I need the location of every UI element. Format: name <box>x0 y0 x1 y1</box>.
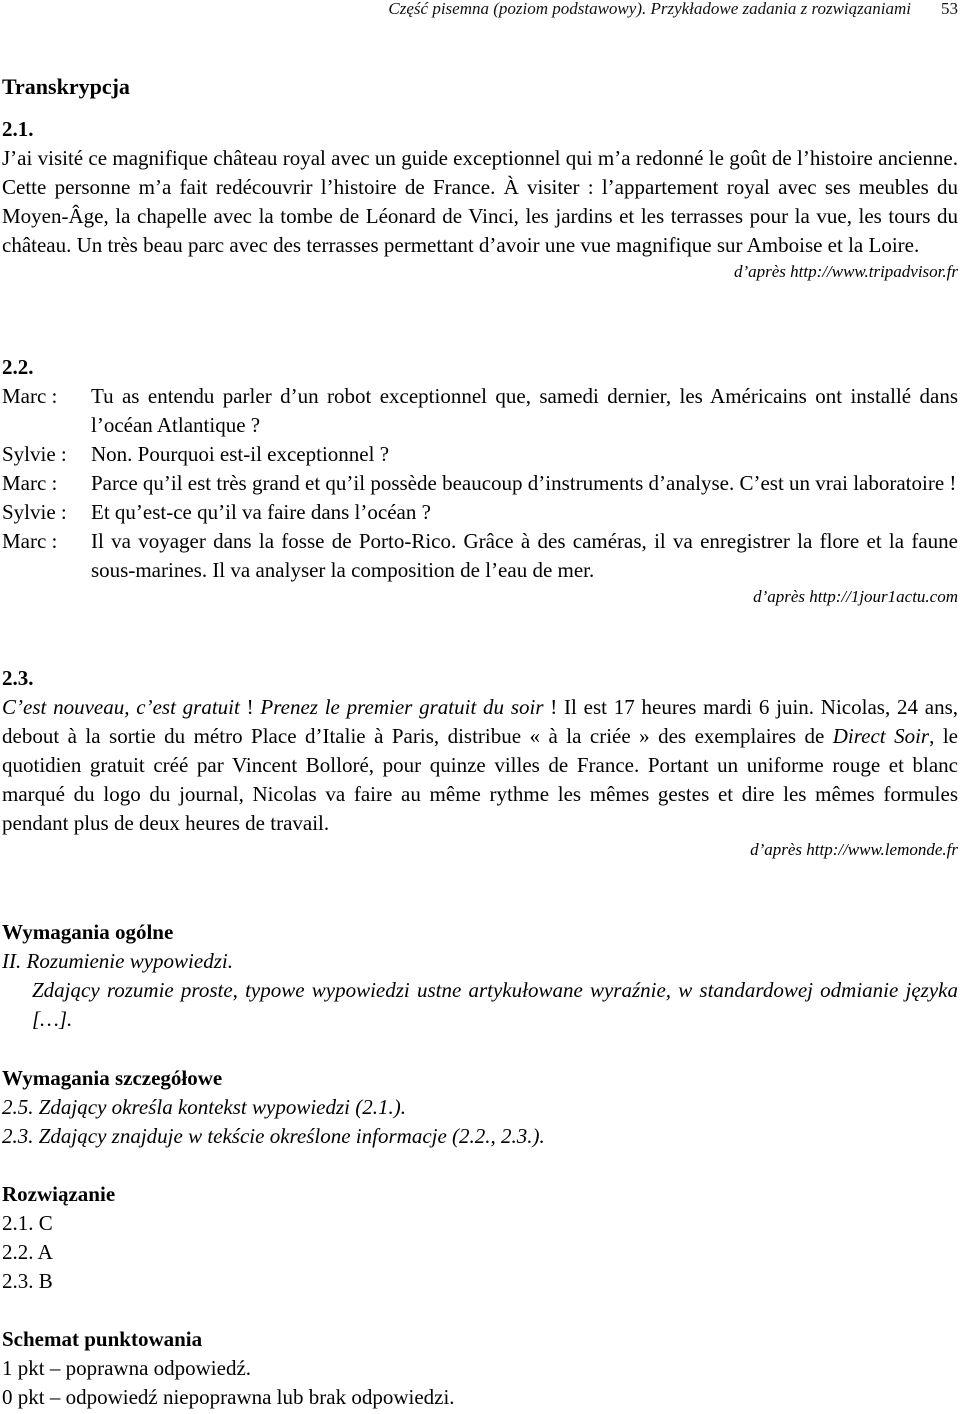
quote-2: Prenez le premier gratuit du soir <box>260 695 544 719</box>
answer: 2.3. B <box>2 1269 53 1293</box>
paper-name: Direct Soir <box>832 724 930 748</box>
task-2-1-text: J’ai visité ce magnifique château royal avec un guide exceptionnel qui m’a redonné le goût de l’histoire ancienne. Cette personne m’a fait redécouvrir l’histoire de France. À visiter : l’appartement royal avec ses meubles du Moyen-Âge, la chapelle avec la tombe de Léonard de Vinci, les jardins et les terrasses pour la vue, les tours du château. Un très beau parc avec des terrasses permettant d’avoir une vue magnifique sur Amboise et la Loire. <box>2 146 958 257</box>
text-after-quote: ! Il est 17 heures mardi 6 juin. Nicolas, 24 ans, debout à la sortie du métro Place d’Italie à Paris, distribue « à la criée » des exemplaires de <box>2 695 958 748</box>
utterance: Non. Pourquoi est-il exceptionnel ? <box>91 442 390 466</box>
task-2-1-number: 2.1. <box>2 117 34 141</box>
text-end: , le quotidien gratuit créé par Vincent Bolloré, pour quinze villes de France. Portant un uniforme rouge et blanc marqué du logo du journal, Nicolas va faire au même rythme les mêmes gestes et dire les mêmes formules pendant plus de deux heures de travail. <box>2 724 958 835</box>
scoring-title: Schemat punktowania <box>2 1327 203 1351</box>
speaker: Marc : <box>2 471 58 495</box>
dialogue-line <box>2 498 958 527</box>
general-requirements-title: Wymagania ogólne <box>2 920 174 944</box>
answer: 2.1. C <box>2 1211 53 1235</box>
speaker: Marc : <box>2 384 58 408</box>
scoring-item: 0 pkt – odpowiedź niepoprawna lub brak odpowiedzi. <box>2 1385 455 1409</box>
detailed-requirement: 2.5. Zdający określa kontekst wypowiedzi (2.1.). <box>2 1095 406 1119</box>
running-header <box>388 0 958 23</box>
utterance: Et qu’est-ce qu’il va faire dans l’océan ? <box>91 500 431 524</box>
detailed-requirements <box>2 1064 958 1151</box>
task-2-3 <box>2 664 958 862</box>
dialogue-line <box>2 440 958 469</box>
task-2-2-number: 2.2. <box>2 355 34 379</box>
task-2-3-text <box>2 693 958 838</box>
dialogue-line <box>2 527 958 585</box>
speaker: Sylvie : <box>2 442 67 466</box>
speaker: Marc : <box>2 529 58 553</box>
separator-1: ! <box>239 695 261 719</box>
task-2-3-source: d’après http://www.lemonde.fr <box>750 840 958 859</box>
dialogue-line <box>2 469 958 498</box>
running-title: Część pisemna (poziom podstawowy). Przykładowe zadania z rozwiązaniami <box>388 0 911 18</box>
detailed-requirement: 2.3. Zdający znajduje w tekście określone informacje (2.2., 2.3.). <box>2 1124 545 1148</box>
quote-1: C’est nouveau, c’est gratuit <box>2 695 240 719</box>
task-2-1 <box>2 115 958 284</box>
page-number: 53 <box>941 0 958 18</box>
solution-title: Rozwiązanie <box>2 1182 116 1206</box>
task-2-3-number: 2.3. <box>2 666 34 690</box>
task-2-2-source: d’après http://1jour1actu.com <box>753 587 958 606</box>
speaker: Sylvie : <box>2 500 67 524</box>
utterance: Il va voyager dans la fosse de Porto-Rico. Grâce à des caméras, il va enregistrer la flore et la faune sous-marines. Il va analyser la composition de l’eau de mer. <box>91 529 958 582</box>
detailed-requirements-title: Wymagania szczegółowe <box>2 1066 223 1090</box>
scoring <box>2 1325 958 1412</box>
task-2-2 <box>2 353 958 609</box>
utterance: Parce qu’il est très grand et qu’il possède beaucoup d’instruments d’analyse. C’est un vrai laboratoire ! <box>91 471 957 495</box>
answer: 2.2. A <box>2 1240 53 1264</box>
general-requirements <box>2 918 958 1034</box>
general-requirements-item: II. Rozumienie wypowiedzi. <box>2 949 233 973</box>
transcription-heading: Transkrypcja <box>2 74 130 99</box>
dialogue-line <box>2 382 958 440</box>
general-requirements-description: Zdający rozumie proste, typowe wypowiedzi ustne artykułowane wyraźnie, w standardowej odmianie języka […]. <box>32 978 958 1031</box>
utterance: Tu as entendu parler d’un robot exceptionnel que, samedi dernier, les Américains ont installé dans l’océan Atlantique ? <box>91 384 958 437</box>
solution <box>2 1180 958 1296</box>
scoring-item: 1 pkt – poprawna odpowiedź. <box>2 1356 252 1380</box>
task-2-1-source: d’après http://www.tripadvisor.fr <box>733 262 958 281</box>
